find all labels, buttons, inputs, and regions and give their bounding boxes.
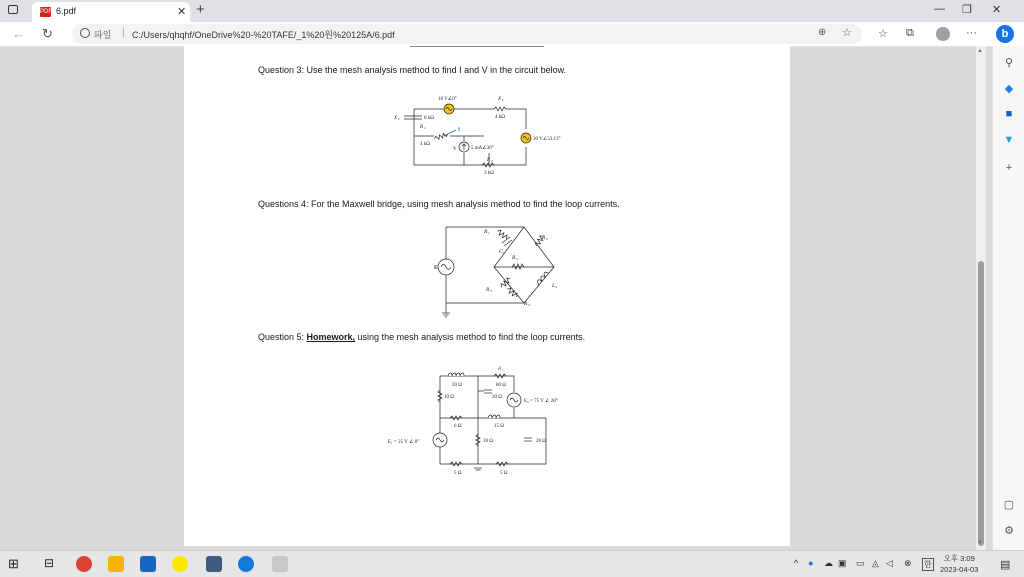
drop-icon[interactable]: ▼: [1003, 134, 1015, 146]
add-sidebar-app-icon[interactable]: +: [1005, 162, 1013, 174]
clock-time: 오후 3:09: [943, 554, 975, 563]
question-5: [258, 332, 585, 342]
tab-bar: [0, 0, 1024, 22]
wifi-icon[interactable]: ◬: [872, 558, 879, 568]
restore-icon[interactable]: ❐: [962, 4, 972, 16]
page-rule: [410, 46, 544, 47]
q5-prefix: Question 5:: [258, 332, 307, 342]
q3-xl-sub: L: [502, 98, 505, 102]
q5-rest: using the mesh analysis method to find the loop currents.: [355, 332, 586, 342]
address-field[interactable]: [72, 24, 862, 44]
back-icon[interactable]: ←: [12, 26, 25, 41]
q5-top-left-label: 20 Ω: [452, 383, 462, 388]
q3-r1-value: 4 kΩ: [420, 142, 430, 147]
chrome-icon[interactable]: [76, 556, 92, 572]
task-view-icon[interactable]: ⊟: [44, 556, 55, 570]
q4-c1-sub: 1: [503, 251, 505, 255]
address-separator: |: [122, 27, 125, 38]
mail-icon[interactable]: [140, 556, 156, 572]
q4-c1-label: C: [499, 249, 503, 255]
bing-icon[interactable]: b: [996, 25, 1014, 43]
file-explorer-icon[interactable]: [108, 556, 124, 572]
q4-r5-sub: 5: [516, 257, 518, 261]
file-scheme-label: 파일: [94, 30, 112, 40]
circuit-q3: [394, 91, 584, 186]
q4-r3-label: R: [486, 287, 490, 293]
notification-close-icon[interactable]: ⊗: [904, 558, 912, 568]
ime-indicator[interactable]: 한: [924, 560, 932, 569]
q3-xc-sub: C: [398, 117, 401, 121]
q3-src-top-label: 18 V∠0°: [438, 97, 457, 102]
q5-15ohm-label: 15 Ω: [494, 424, 504, 429]
q3-xl-label: X: [498, 97, 502, 102]
q5-r1-label: R: [498, 367, 502, 372]
refresh-icon[interactable]: ↻: [42, 26, 53, 41]
q5-e2-label: E₂ = 75 V ∠ 20°: [524, 399, 558, 404]
scroll-down-icon[interactable]: ▼: [977, 540, 983, 546]
q4-r5-label: R: [512, 255, 516, 261]
tab-close-icon[interactable]: ✕: [177, 6, 187, 18]
q3-xl-value: 4 kΩ: [495, 115, 505, 120]
outlook-icon[interactable]: ■: [1005, 108, 1013, 120]
q4-r2-label: R: [542, 235, 546, 241]
store-icon[interactable]: [206, 556, 222, 572]
q3-r1-sub: 1: [424, 126, 426, 130]
edge-sidebar: [992, 46, 1024, 550]
q3-xc-label: X: [394, 116, 398, 121]
kakaotalk-icon[interactable]: [172, 556, 188, 572]
pdf-page: [184, 46, 790, 546]
scroll-thumb[interactable]: [978, 261, 984, 546]
q4-e-label: E: [434, 265, 438, 271]
q3-r2-sub: 2: [491, 159, 493, 163]
tab-actions-icon[interactable]: [8, 5, 18, 14]
circuit-q5: [384, 364, 604, 482]
address-toolbar: [0, 22, 1024, 47]
pdf-scrollbar[interactable]: [976, 46, 986, 550]
address-url[interactable]: C:/Users/qhqhf/OneDrive%20-%20TAFE/_1%20원%20125A/6.pdf: [132, 30, 395, 40]
favorites-icon[interactable]: ☆: [878, 28, 888, 40]
tab-title: 6.pdf: [56, 6, 77, 16]
q5-mid-c-label: 20 Ω: [492, 395, 502, 400]
q3-r1-label: R: [420, 125, 424, 130]
q5-homework: Homework,: [306, 332, 356, 342]
search-icon[interactable]: ⚲: [1004, 57, 1014, 69]
q3-src-right-label: 30 V∠53.13°: [533, 137, 561, 142]
tray-overflow-icon[interactable]: ^: [794, 558, 799, 568]
edge-taskbar-icon[interactable]: [238, 556, 254, 572]
q5-5ohm-a-label: 5 Ω: [454, 471, 462, 476]
windows-start-icon[interactable]: ⊞: [8, 556, 19, 571]
volume-icon[interactable]: ◁: [886, 558, 893, 568]
q5-20ohm-b-label: 20 Ω: [536, 439, 546, 444]
clock-date: 2023-04-03: [940, 565, 979, 574]
zoom-icon[interactable]: ⊕: [818, 27, 827, 38]
clock[interactable]: [940, 553, 978, 575]
sidebar-settings-icon[interactable]: ⚙: [1004, 525, 1014, 537]
q5-left-r-label: 10 Ω: [444, 395, 454, 400]
tray-app-icon[interactable]: ●: [808, 558, 814, 568]
q5-6ohm-label: 6 Ω: [454, 424, 462, 429]
q3-r2-value: 3 kΩ: [484, 171, 494, 176]
q4-r2-sub: 2: [546, 237, 548, 241]
display-icon[interactable]: ▣: [838, 558, 847, 568]
q4-r1-label: R: [484, 229, 488, 235]
onedrive-icon[interactable]: ☁: [824, 558, 833, 568]
circuit-q4: [414, 221, 584, 321]
question-4: Questions 4: For the Maxwell bridge, using mesh analysis method to find the loop currents.: [258, 199, 620, 209]
q4-l4-label: L: [552, 283, 556, 289]
q4-r3-sub: 3: [490, 289, 492, 293]
q3-r2-label: R: [487, 158, 491, 163]
window-close-icon[interactable]: ✕: [992, 4, 1002, 16]
q4-r1-sub: 1: [488, 231, 490, 235]
q3-v-label: V: [453, 147, 457, 152]
q3-xc-value: 8 kΩ: [424, 116, 434, 121]
action-center-icon[interactable]: ▤: [1000, 559, 1011, 571]
pdf-file-icon: PDF: [40, 9, 52, 15]
battery-icon[interactable]: ▭: [856, 558, 865, 568]
question-3: Question 3: Use the mesh analysis method to find I and V in the circuit below.: [258, 65, 567, 75]
collections-icon[interactable]: ⧉: [906, 27, 914, 39]
q5-5ohm-b-label: 5 Ω: [500, 471, 508, 476]
q3-i-label: I: [458, 128, 460, 133]
taskbar: [0, 550, 1024, 577]
hide-sidebar-icon[interactable]: ▢: [1003, 499, 1015, 511]
minimize-icon[interactable]: —: [934, 3, 945, 15]
scroll-up-icon[interactable]: ▲: [977, 48, 983, 54]
tab-active[interactable]: [32, 2, 190, 22]
q5-10ohm-label: 10 Ω: [483, 439, 493, 444]
q4-l4-sub: 4: [555, 285, 557, 289]
shopping-icon[interactable]: ◆: [1004, 83, 1014, 95]
q5-top-right-label: 80 Ω: [496, 383, 506, 388]
q5-e1-label: E₁ = 25 V ∠ 0°: [388, 440, 420, 445]
q4-r4-label: R: [524, 301, 528, 307]
site-info-icon[interactable]: [80, 28, 90, 38]
favorite-star-icon[interactable]: ☆: [842, 27, 852, 39]
new-tab-icon[interactable]: +: [196, 1, 205, 18]
profile-avatar[interactable]: [936, 27, 950, 41]
q5-r1-sub: 1: [502, 368, 504, 372]
q4-r4-sub: 4: [528, 303, 530, 307]
paint-icon[interactable]: [272, 556, 288, 572]
q3-isrc-label: 5 mA∠30°: [471, 146, 494, 151]
more-menu-icon[interactable]: ···: [966, 27, 977, 39]
